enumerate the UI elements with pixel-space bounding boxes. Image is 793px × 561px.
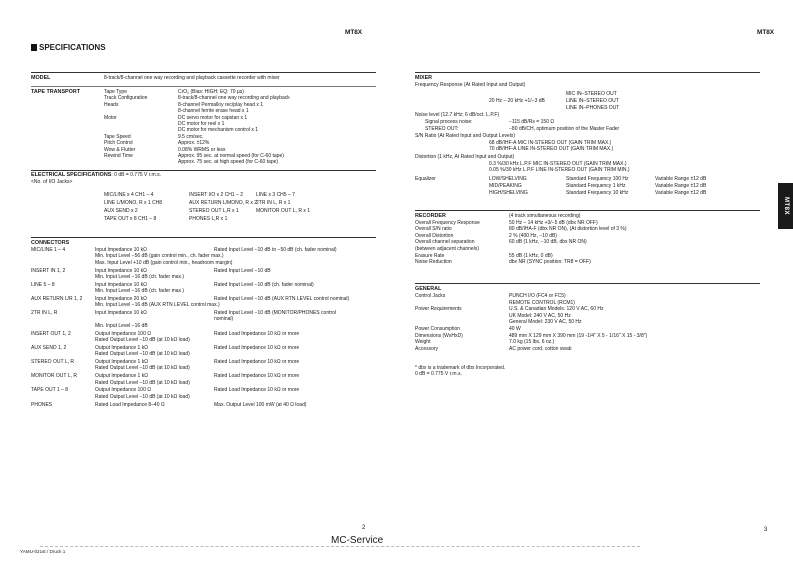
recorder-key: Overall S/N ratio [415, 226, 452, 233]
eq-cell: HIGH/SHELVING [489, 190, 528, 196]
recorder-value: (4 track simultaneous recording) [509, 213, 581, 219]
eq-cell: MID/PEAKING [489, 183, 522, 189]
io-jack-cell: PHONES L,R x 1 [189, 216, 228, 222]
square-bullet-icon [31, 44, 37, 51]
general-value: 7.0 kg (15 lbs. 6 oz.) [509, 339, 555, 346]
recorder-key: Erasure Rate [415, 252, 445, 259]
tape-transport-rule [31, 86, 376, 87]
recorder-key: Overall channel separation [415, 239, 475, 246]
io-jack-cell: TAPE OUT x 8 CH1 – 8 [104, 216, 157, 222]
footer-rule [40, 546, 640, 547]
tape-transport-key: Heads [104, 101, 119, 108]
page-title [31, 44, 106, 51]
electrical-rule [31, 170, 376, 171]
connector-spec: Output Impedance 1 kΩ [95, 373, 148, 380]
connector-name: TAPE OUT 1 – 8 [31, 387, 69, 394]
side-tab-label: MT8X [782, 196, 789, 216]
dist-row: 0.05 %/30 kHz L.P.F LINE IN-STEREO OUT (GAIN TRIM MIN.) [489, 167, 630, 174]
connector-spec: Output Impedance 1 kΩ [95, 344, 148, 351]
io-jacks-title: <No. of I/O Jacks> [31, 179, 73, 185]
connector-spec: Rated Load Impedance 8–40 Ω [95, 401, 165, 408]
tape-transport-value: DC motor for mechanism control x 1 [178, 127, 259, 134]
tape-transport-value: DC servo motor for capstan x 1 [178, 114, 248, 121]
tape-transport-value: 8-channel ferrite erase head x 1 [178, 108, 249, 115]
general-value: 489 mm X 129 mm X 390 mm (19 -1/4" X 5 - 1/16" X 15 - 3/8") [509, 332, 648, 339]
connector-spec: Output Impedance 1 kΩ [95, 359, 148, 365]
connector-spec: Output Impedance 100 Ω [95, 330, 151, 337]
connector-spec: Input Impedance 10 kΩ [95, 247, 147, 253]
recorder-value: 60 dB (1 kHz, −10 dB, dbx NR ON) [509, 239, 587, 246]
tape-transport-label: TAPE TRANSPORT [31, 89, 81, 95]
io-jack-cell: AUX RETURN L/MONO, R x 2 [189, 200, 258, 206]
tape-transport-key: Tape Speed [104, 133, 131, 140]
tape-transport-value: DC motor for reel x 1 [178, 120, 225, 127]
connector-spec: Min. Input Level −16 dB (ch. fader max.) [95, 273, 185, 280]
print-code: YAMU-021st / Druck 1 [20, 549, 66, 554]
tape-transport-key: Wow & Flutter [104, 146, 136, 153]
tape-transport-value: Approx. ±12% [178, 140, 210, 147]
sn-row: 68 dB/IHF-A MIC IN-STEREO OUT (GAIN TRIM MAX.) [489, 140, 612, 146]
connector-name: AUX RETURN L/R 1, 2 [31, 295, 83, 302]
model-rule [31, 72, 376, 73]
recorder-key: Overall Frequency Response [415, 219, 480, 226]
connector-name: INSERT OUT 1, 2 [31, 330, 71, 337]
connector-name: MIC/LINE 1 – 4 [31, 247, 66, 253]
side-tab [778, 183, 793, 229]
general-value: General Model: 230 V AC, 50 Hz [509, 319, 582, 326]
mixer-freq-out3: LINE IN–PHONES OUT [566, 105, 620, 111]
model-header-right: MT8X [757, 29, 775, 36]
mixer-freq-range: 20 Hz – 20 kHz +1/−3 dB [489, 98, 545, 104]
general-key: Weight [415, 339, 431, 346]
tape-transport-value: 8-channel Permalloy rec/play head x 1 [178, 101, 264, 108]
recorder-label: RECORDER [415, 213, 446, 219]
connector-spec: Rated Input Level −10 dB to −50 dB (ch. fader nominal) [214, 247, 337, 253]
recorder-value: dbx NR (SYNC position: TR8 = OFF) [509, 259, 591, 266]
connector-spec: Min. Input Level −56 dB (gain control min., ch. fader max.) [95, 253, 224, 260]
mixer-label: MIXER [415, 75, 433, 81]
mixer-rule [415, 72, 760, 73]
electrical-ref: : 0 dB = 0.775 V r.m.s. [111, 172, 161, 178]
connector-spec: nominal) [214, 316, 234, 323]
connector-spec: Rated Load Impedance 10 kΩ or more [214, 373, 300, 380]
connector-spec: Output Impedance 100 Ω [95, 387, 151, 394]
tape-transport-value: 0.08% WRMS or less [178, 146, 226, 153]
connector-spec: Rated Output Level −10 dB (at 10 kΩ load) [95, 336, 190, 343]
connector-spec: Rated Output Level −10 dB (at 10 kΩ load) [95, 393, 190, 400]
connector-name: INSERT IN 1, 2 [31, 267, 66, 274]
connector-spec: Rated Output Level −10 dB (at 10 kΩ load) [95, 365, 190, 372]
io-jack-cell: MONITOR OUT L, R x 1 [256, 208, 310, 214]
tape-transport-key: Tape Type [104, 89, 127, 95]
electrical-label: ELECTRICAL SPECIFICATIONS [31, 172, 112, 178]
connector-name: AUX SEND 1, 2 [31, 344, 67, 351]
recorder-key: Overall Distortion [415, 232, 454, 239]
io-jack-cell: LINE x 3 CH5 – 7 [256, 192, 295, 198]
tape-transport-value: 9.5 cm/sec. [178, 133, 204, 140]
connector-spec: Rated Input Level −10 dB (AUX RTN LEVEL control nominal) [214, 295, 350, 302]
noise-key: Signal process noise: [425, 119, 473, 125]
model-label: MODEL [31, 75, 51, 81]
mixer-dist-title: Distortion (1 kHz, At Rated Input and Output) [415, 154, 515, 160]
connector-spec: Max. Input Level +10 dB (gain control min., headroom margin) [95, 259, 233, 266]
noise-value: −115 dB/Rs = 150 Ω [509, 119, 555, 125]
recorder-value: 80 dB/IHA-F (dbx NR ON), (At distortion level of 3 %) [509, 226, 627, 233]
general-key: Power Requirements [415, 306, 462, 313]
recorder-value: 50 Hz – 14 kHz +3/−5 dB (dbx NR OFF) [509, 219, 598, 226]
footnote [415, 365, 505, 378]
connector-spec: Rated Input Level −10 dB [214, 267, 271, 274]
general-key: Dimensions (WxHxD) [415, 332, 463, 339]
tape-transport-key: Pitch Control [104, 140, 133, 147]
tape-transport-key: Motor [104, 114, 117, 121]
connectors-label: CONNECTORS [31, 240, 70, 246]
connector-spec: Rated Load Impedance 10 kΩ or more [214, 359, 300, 365]
eq-cell: Standard Frequency 10 kHz [566, 190, 629, 196]
tape-transport-value: Approx. 95 sec. at normal speed (for C-60 tape) [178, 152, 284, 159]
mixer-freq-title: Frequency Response (At Rated Input and Output) [415, 82, 526, 88]
recorder-value: 55 dB (1 kHz, 0 dB) [509, 252, 553, 259]
connector-name: STEREO OUT L, R [31, 359, 74, 365]
io-jack-cell: LINE L/MONO, R x 1 CH8 [104, 200, 163, 206]
connector-name: LINE 5 – 8 [31, 281, 55, 288]
tape-transport-key: Rewind Time [104, 152, 133, 159]
recorder-key: Noise Reduction [415, 259, 452, 266]
recorder-value: 2 % (400 Hz, −10 dB) [509, 232, 557, 239]
io-jack-cell: AUX SEND x 2 [104, 208, 138, 214]
general-value: AC power cord, cotton swab [509, 345, 572, 352]
io-jack-cell: INSERT I/O x 2 CH1 – 2 [189, 192, 244, 198]
tape-transport-value: 8-track/8-channel one way recording and playback [178, 95, 290, 102]
connector-spec: Rated Load Impedance 10 kΩ or more [214, 387, 300, 394]
general-key: Control Jacks [415, 293, 446, 299]
connectors-rule [31, 237, 376, 238]
eq-cell: Standard Frequency 100 Hz [566, 176, 629, 182]
connector-spec: Max. Output Level 100 mW (at 40 Ω load) [214, 401, 307, 408]
footnote-line: * dbx is a trademark of dbx Incorporated. [415, 365, 506, 371]
mixer-freq-out2: LINE IN–STEREO OUT [566, 98, 619, 104]
noise-value: −80 dB/CH, optimum position of the Master Fader [509, 126, 620, 132]
connector-spec: Rated Output Level −10 dB (at 10 kΩ load) [95, 351, 190, 358]
tape-transport-value: CrO₂ (Bias: HIGH; EQ: 70 µs) [178, 89, 244, 95]
mixer-sn-title: S/N Ratio (At Rated Input and Output Levels) [415, 133, 516, 139]
tape-transport-keys [104, 89, 147, 166]
connector-name: MONITOR OUT L, R [31, 373, 77, 380]
model-header-left: MT8X [345, 29, 363, 36]
connector-spec: Rated Input Level −10 dB (MONITOR/PHONES control [214, 310, 337, 317]
general-key: Accessory [415, 345, 439, 352]
mixer-freq-out1: MIC IN–STEREO OUT [566, 91, 617, 97]
connector-spec: Min. Input Level −16 dB (ch. fader max.) [95, 288, 185, 294]
eq-cell: LOW/SHELVING [489, 176, 527, 182]
page-title-text: SPECIFICATIONS [39, 43, 106, 52]
connector-spec: Input Impedance 10 kΩ [95, 310, 147, 317]
mixer-eq-label: Equalizer [415, 176, 436, 182]
connector-spec: Rated Input Level −10 dB (ch. fader nominal) [214, 281, 314, 288]
footnote-line: 0 dB = 0.775 V r.m.s. [415, 371, 462, 378]
eq-cell: Standard Frequency 1 kHz [566, 183, 626, 189]
connector-spec: Input Impedance 20 kΩ [95, 295, 147, 302]
general-value: PUNCH I/O (FC4 or FC5) [509, 293, 566, 299]
mixer-sn-rows [489, 140, 613, 153]
eq-cell: Variable Range ±12 dB [655, 176, 707, 182]
connector-spec: Min. Input Level −16 dB [95, 322, 148, 329]
electrical-header [31, 172, 161, 178]
tape-transport-values [178, 89, 290, 166]
page-number-right: 3 [764, 527, 768, 533]
recorder-key: (between adjacent channels) [415, 246, 479, 252]
general-key: Power Consumption [415, 326, 461, 332]
io-jack-cell: 2TR IN L, R x 1 [256, 200, 291, 206]
general-value: 40 W [509, 326, 521, 332]
dist-row: 0.3 %/30 kHz L.P.F MIC IN-STEREO OUT (GAIN TRIM MAX.) [489, 161, 627, 167]
tape-transport-key: Track Configuration [104, 95, 148, 102]
eq-cell: Variable Range ±12 dB [655, 183, 707, 189]
general-rule [415, 283, 760, 284]
connector-name: 2TR IN L, R [31, 310, 58, 317]
mixer-noise-title: Noise level (12.7 kHz; 6 dB/oct. L.P.F) [415, 112, 500, 118]
mc-service-label: MC-Service [331, 535, 384, 546]
general-value: REMOTE CONTROL (RCM1) [509, 299, 575, 306]
recorder-rule [415, 210, 760, 211]
connector-spec: Input Impedance 10 kΩ [95, 267, 147, 274]
sn-row: 70 dB/IHF-A LINE IN-STEREO OUT (GAIN TRIM MAX.) [489, 146, 614, 153]
io-jack-cell: MIC/LINE x 4 CH1 – 4 [104, 192, 154, 198]
connector-spec: Rated Output Level −10 dB (at 10 kΩ load) [95, 379, 190, 386]
general-value: U.S. & Canadian Models: 120 V AC, 60 Hz [509, 306, 604, 313]
mixer-dist-rows [489, 161, 630, 174]
noise-key: STEREO OUT: [425, 126, 459, 132]
connector-spec: Min. Input Level −16 dB (AUX RTN LEVEL control max.) [95, 302, 220, 309]
connector-spec: Input Impedance 10 kΩ [95, 281, 147, 288]
general-label: GENERAL [415, 286, 442, 292]
model-text: 8-track/8-channel one way recording and playback cassette recorder with mixer [104, 75, 280, 81]
connector-spec: Rated Load Impedance 10 kΩ or more [214, 344, 300, 351]
eq-cell: Variable Range ±12 dB [655, 190, 707, 196]
connector-name: PHONES [31, 401, 53, 408]
tape-transport-key [104, 159, 147, 165]
tape-transport-value: Approx. 75 sec. at high speed (for C-60 tape) [178, 159, 279, 166]
page-number-left: 2 [362, 525, 366, 531]
connector-spec: Rated Load Impedance 10 kΩ or more [214, 330, 300, 337]
general-value: UK Model: 240 V AC, 50 Hz [509, 312, 571, 319]
io-jack-cell: STEREO OUT L,R x 1 [189, 208, 239, 214]
